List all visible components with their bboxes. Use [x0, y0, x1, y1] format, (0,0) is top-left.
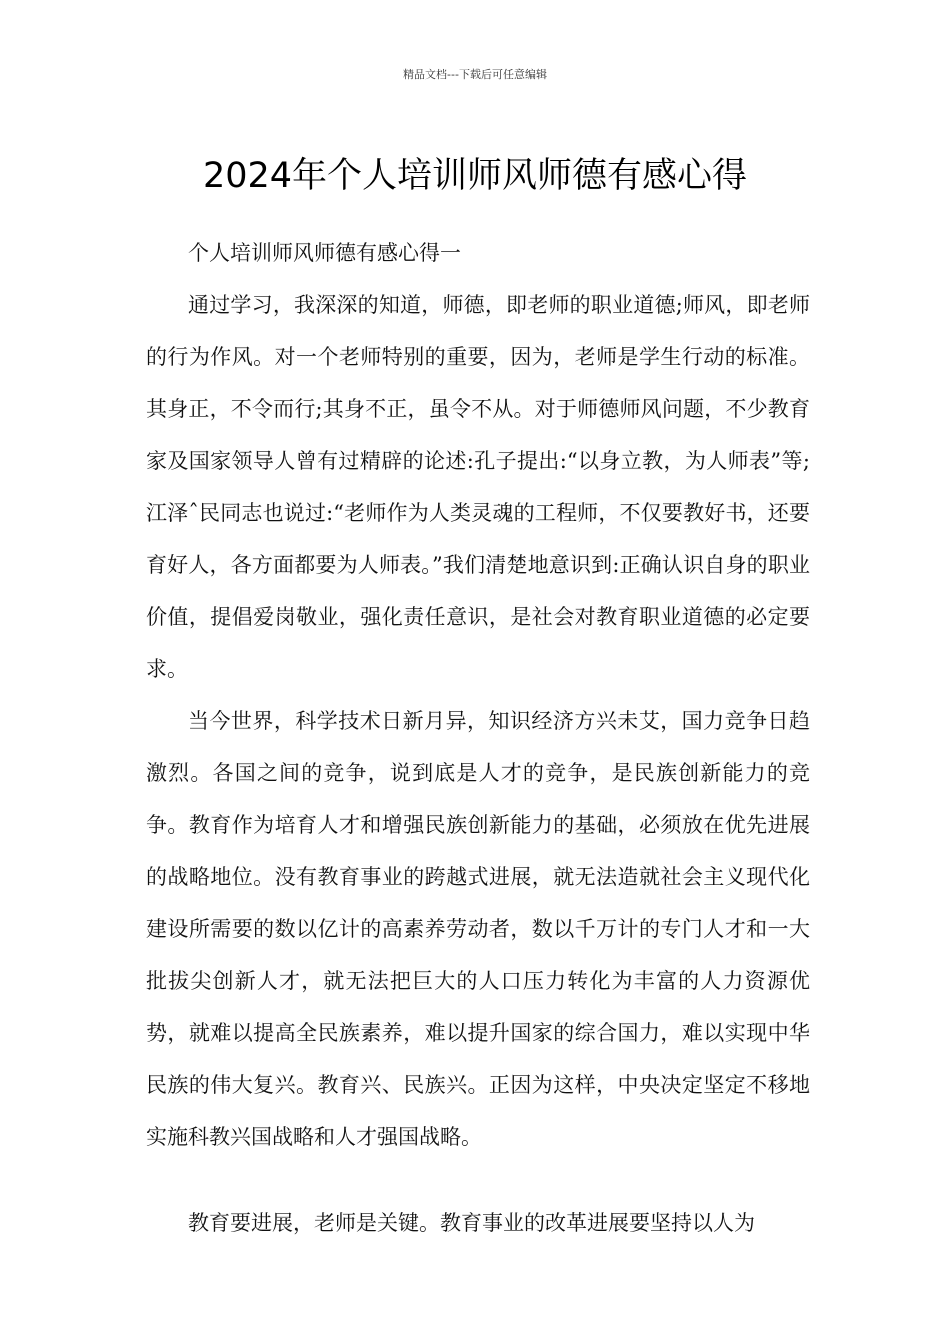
paragraph: 教育要进展，老师是关键。教育事业的改革进展要坚持以人为 [188, 1211, 755, 1235]
paragraph: 通过学习，我深深的知道，师德，即老师的职业道德;师风，即老师的行为作风。对一个老师特别的重要，因为，老师是学生行动的标准。其身正，不令而行;其身不正，虽令不从。对于师德师风问题，不少教育家及国家领导人曾有过精辟的论述:孔子提出:“以身立教，为人师表”等;江泽ˆ民同志也说过:“老师作为人类灵魂的工程师，不仅要教好书，还要育好人，各方面都要为人师表。”我们清楚地意识到:正确认识自身的职业价值，提倡爱岗敬业，强化责任意识，是社会对教育职业道德的必定要求。 [146, 293, 810, 681]
header-note: 精品文档---下载后可任意编辑 [403, 68, 547, 81]
paragraph: 当今世界，科学技术日新月异，知识经济方兴未艾，国力竞争日趋激烈。各国之间的竞争，说到底是人才的竞争，是民族创新能力的竞争。教育作为培育人才和增强民族创新能力的基础，必须放在优先进展的战略地位。没有教育事业的跨越式进展，就无法造就社会主义现代化建设所需要的数以亿计的高素养劳动者，数以千万计的专门人才和一大批拔尖创新人才，就无法把巨大的人口压力转化为丰富的人力资源优势，就难以提高全民族素养，难以提升国家的综合国力，难以实现中华民族的伟大复兴。教育兴、民族兴。正因为这样，中央决定坚定不移地实施科教兴国战略和人才强国战略。 [146, 709, 810, 1149]
section-heading: 个人培训师风师德有感心得一 [188, 241, 461, 265]
document-body [146, 227, 810, 1249]
document-title: 2024年个人培训师风师德有感心得 [202, 156, 748, 197]
